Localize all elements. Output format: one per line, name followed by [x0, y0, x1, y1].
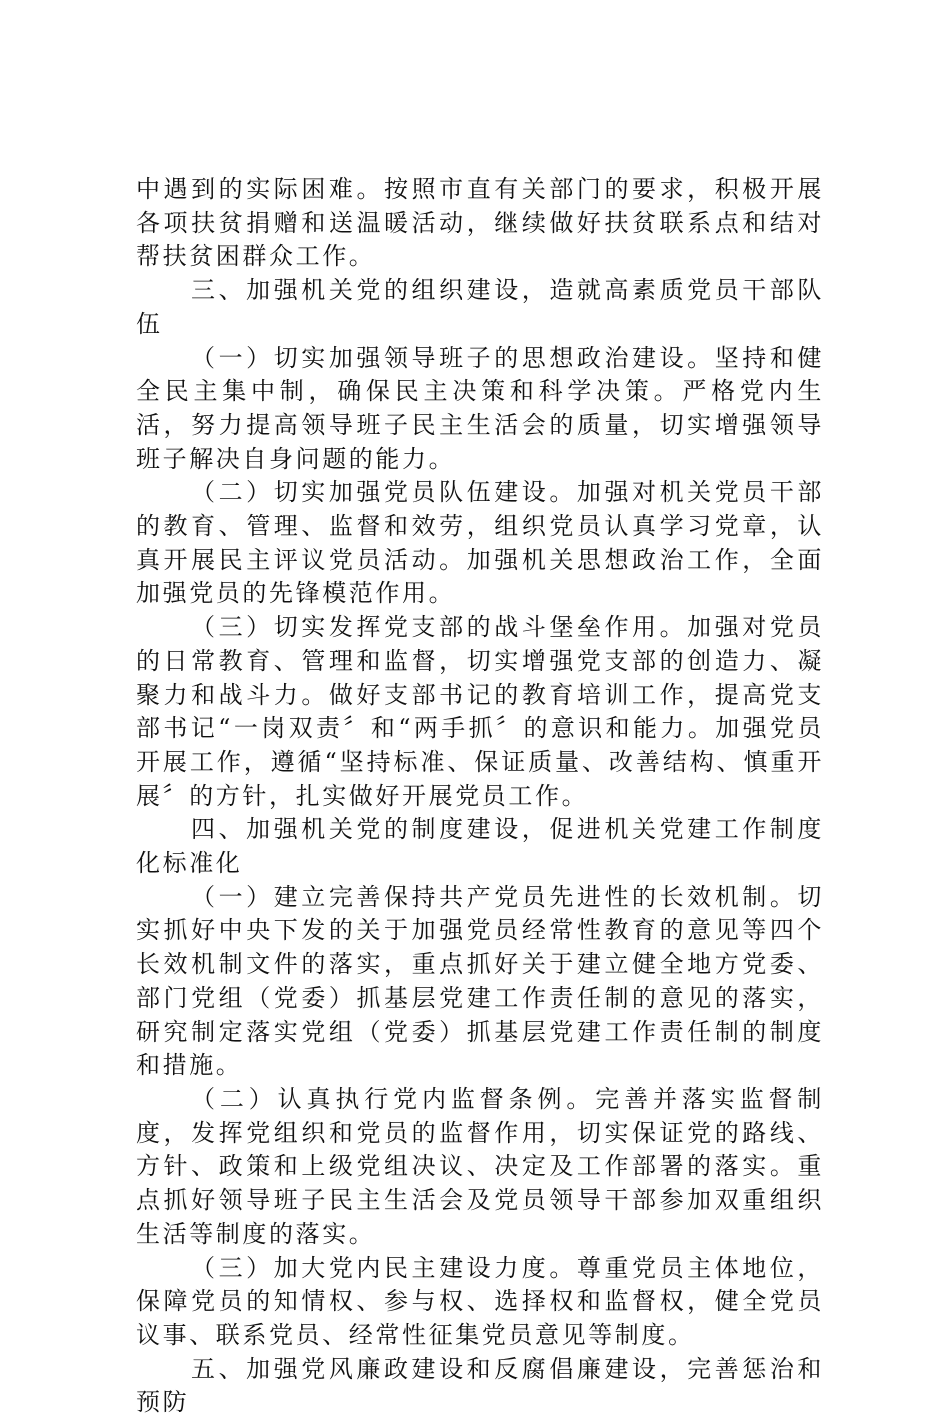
- section-heading-3: 三、加强机关党的组织建设，造就高素质党员干部队伍: [136, 276, 824, 338]
- paragraph-4-1: （一）建立完善保持共产党员先进性的长效机制。切实抓好中央下发的关于加强党员经常性教育的意见等四个长效机制文件的落实，重点抓好关于建立健全地方党委、部门党组（党委）抓基层党建工作责任制的意见的落实，研究制定落实党组（党委）抓基层党建工作责任制的制度和措施。: [136, 882, 824, 1080]
- paragraph-3-1: （一）切实加强领导班子的思想政治建设。坚持和健全民主集中制，确保民主决策和科学决策。严格党内生活，努力提高领导班子民主生活会的质量，切实增强领导班子解决自身问题的能力。: [136, 343, 824, 473]
- section-heading-4: 四、加强机关党的制度建设，促进机关党建工作制度化标准化: [136, 815, 824, 878]
- paragraph-4-3: （三）加大党内民主建设力度。尊重党员主体地位，保障党员的知情权、参与权、选择权和监督权，健全党员议事、联系党员、经常性征集党员意见等制度。: [136, 1253, 824, 1349]
- document-body: [136, 173, 824, 1420]
- section-heading-5: 五、加强党风廉政建设和反腐倡廉建设，完善惩治和预防: [136, 1354, 824, 1417]
- paragraph-3-2: （二）切实加强党员队伍建设。加强对机关党员干部的教育、管理、监督和效劳，组织党员认真学习党章，认真开展民主评议党员活动。加强机关思想政治工作，全面加强党员的先锋模范作用。: [136, 478, 824, 608]
- paragraph-continuation: 中遇到的实际困难。按照市直有关部门的要求，积极开展各项扶贫捐赠和送温暖活动，继续做好扶贫联系点和结对帮扶贫困群众工作。: [136, 175, 824, 271]
- paragraph-3-3: （三）切实发挥党支部的战斗堡垒作用。加强对党员的日常教育、管理和监督，切实增强党支部的创造力、凝聚力和战斗力。做好支部书记的教育培训工作，提高党支部书记“一岗双责〞和“两手抓〞的意识和能力。加强党员开展工作，遵循“坚持标准、保证质量、改善结构、慎重开展〞的方针，扎实做好开展党员工作。: [136, 613, 824, 810]
- paragraph-4-2: （二）认真执行党内监督条例。完善并落实监督制度，发挥党组织和党员的监督作用，切实保证党的路线、方针、政策和上级党组决议、决定及工作部署的落实。重点抓好领导班子民主生活会及党员领导干部参加双重组织生活等制度的落实。: [136, 1084, 824, 1248]
